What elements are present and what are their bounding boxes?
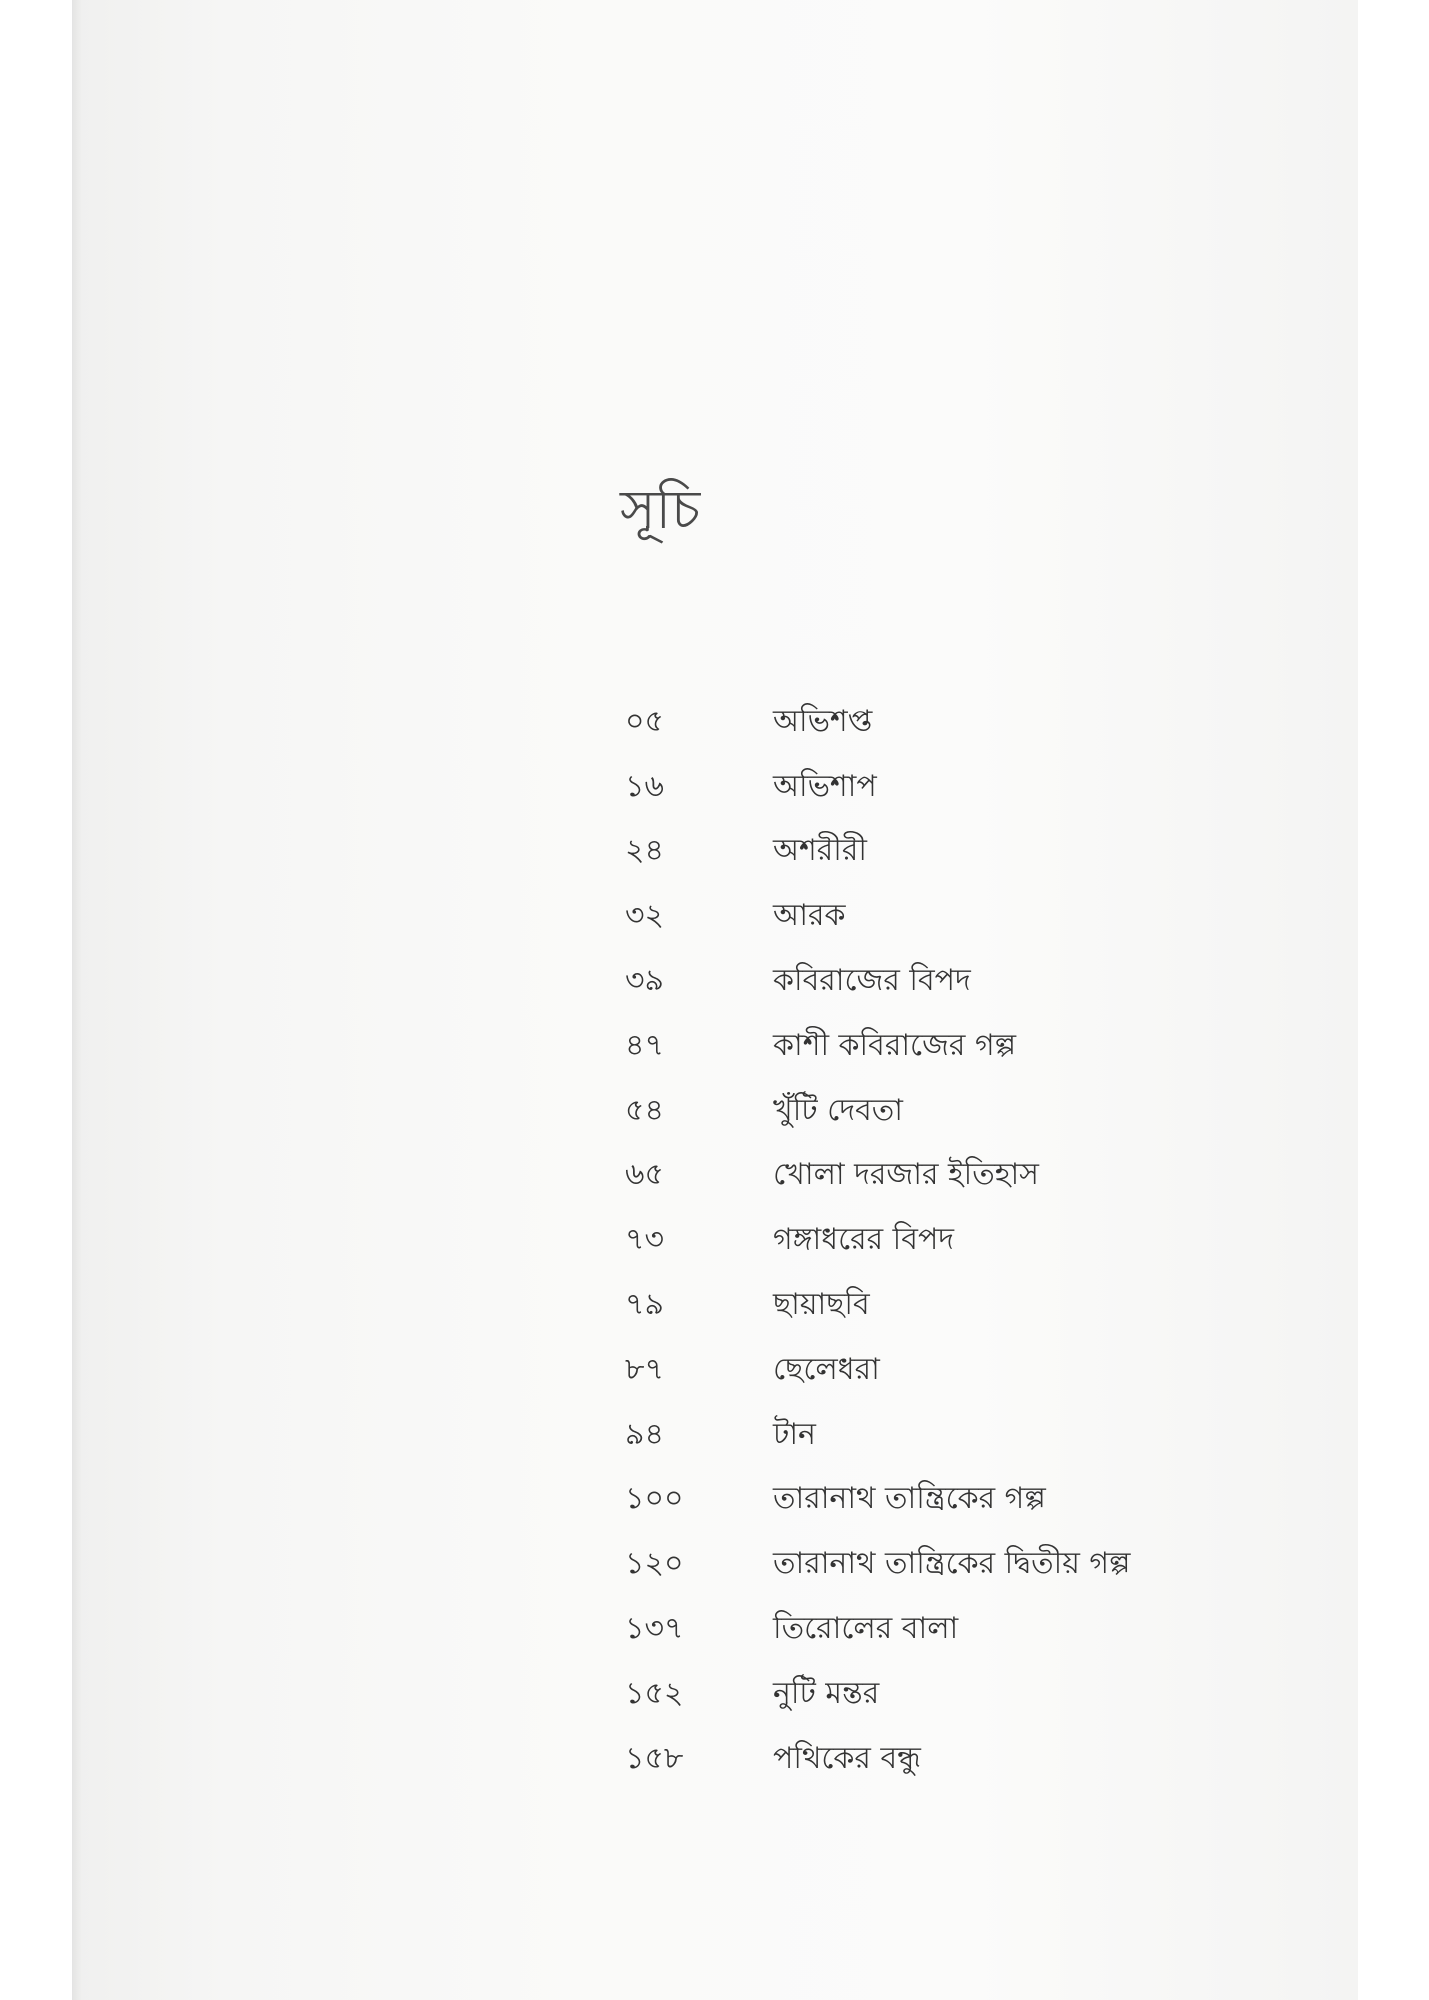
toc-page-number: ৩২ <box>625 898 665 934</box>
toc-story-title: গঙ্গাধরের বিপদ <box>773 1222 955 1258</box>
toc-page-number: ১৫২ <box>625 1675 684 1711</box>
toc-page-number: ১২০ <box>625 1546 684 1582</box>
toc-page-number: ৭৯ <box>625 1287 664 1323</box>
toc-page-number: ৫৪ <box>625 1092 664 1128</box>
toc-story-title: অভিশাপ <box>773 768 877 804</box>
toc-page-number: ১৫৮ <box>625 1740 684 1776</box>
toc-entry <box>625 690 1265 755</box>
toc-page-number: ৩৯ <box>625 963 664 999</box>
toc-page-number: ৪৭ <box>625 1027 664 1063</box>
toc-page-number: ০৫ <box>625 703 664 739</box>
toc-story-title: কবিরাজের বিপদ <box>773 963 971 999</box>
toc-page-number: ১৬ <box>625 768 664 804</box>
toc-page-number: ৮৭ <box>625 1351 664 1387</box>
toc-story-title: পথিকের বন্ধু <box>773 1740 921 1776</box>
toc-page-number: ১০০ <box>625 1481 684 1517</box>
toc-story-title: আরক <box>773 898 846 934</box>
toc-story-title: ছায়াছবি <box>773 1287 870 1323</box>
toc-entry <box>625 1273 1265 1338</box>
toc-entry <box>625 1079 1265 1144</box>
toc-story-title: অশরীরী <box>773 833 867 869</box>
toc-entry <box>625 820 1265 885</box>
toc-entry <box>625 1403 1265 1468</box>
toc-page-number: ৬৫ <box>625 1157 664 1193</box>
toc-story-title: টান <box>773 1416 816 1452</box>
table-of-contents <box>625 690 1265 1792</box>
toc-entry <box>625 1014 1265 1079</box>
toc-story-title: অভিশপ্ত <box>773 703 873 739</box>
toc-entry <box>625 1208 1265 1273</box>
toc-entry <box>625 1662 1265 1727</box>
toc-entry <box>625 949 1265 1014</box>
toc-entry <box>625 1468 1265 1533</box>
page-edge-shadow <box>72 0 82 2000</box>
toc-story-title: কাশী কবিরাজের গল্প <box>773 1027 1017 1063</box>
toc-page-number: ২৪ <box>625 833 664 869</box>
toc-entry <box>625 1338 1265 1403</box>
toc-story-title: তারানাথ তান্ত্রিকের গল্প <box>773 1481 1046 1517</box>
toc-story-title: ছেলেধরা <box>773 1351 880 1387</box>
toc-page-number: ৯৪ <box>625 1416 664 1452</box>
toc-entry <box>625 1727 1265 1792</box>
toc-entry <box>625 1144 1265 1209</box>
toc-story-title: খোলা দরজার ইতিহাস <box>773 1157 1039 1193</box>
toc-entry <box>625 755 1265 820</box>
contents-heading: সূচি <box>620 478 701 541</box>
toc-entry <box>625 884 1265 949</box>
toc-page-number: ১৩৭ <box>625 1611 684 1647</box>
toc-page-number: ৭৩ <box>625 1222 665 1258</box>
toc-story-title: খুঁটি দেবতা <box>773 1092 904 1128</box>
toc-story-title: নুটি মন্তর <box>773 1675 880 1711</box>
toc-entry <box>625 1532 1265 1597</box>
toc-entry <box>625 1597 1265 1662</box>
toc-story-title: তিরোলের বালা <box>773 1611 959 1647</box>
toc-story-title: তারানাথ তান্ত্রিকের দ্বিতীয় গল্প <box>773 1546 1131 1582</box>
